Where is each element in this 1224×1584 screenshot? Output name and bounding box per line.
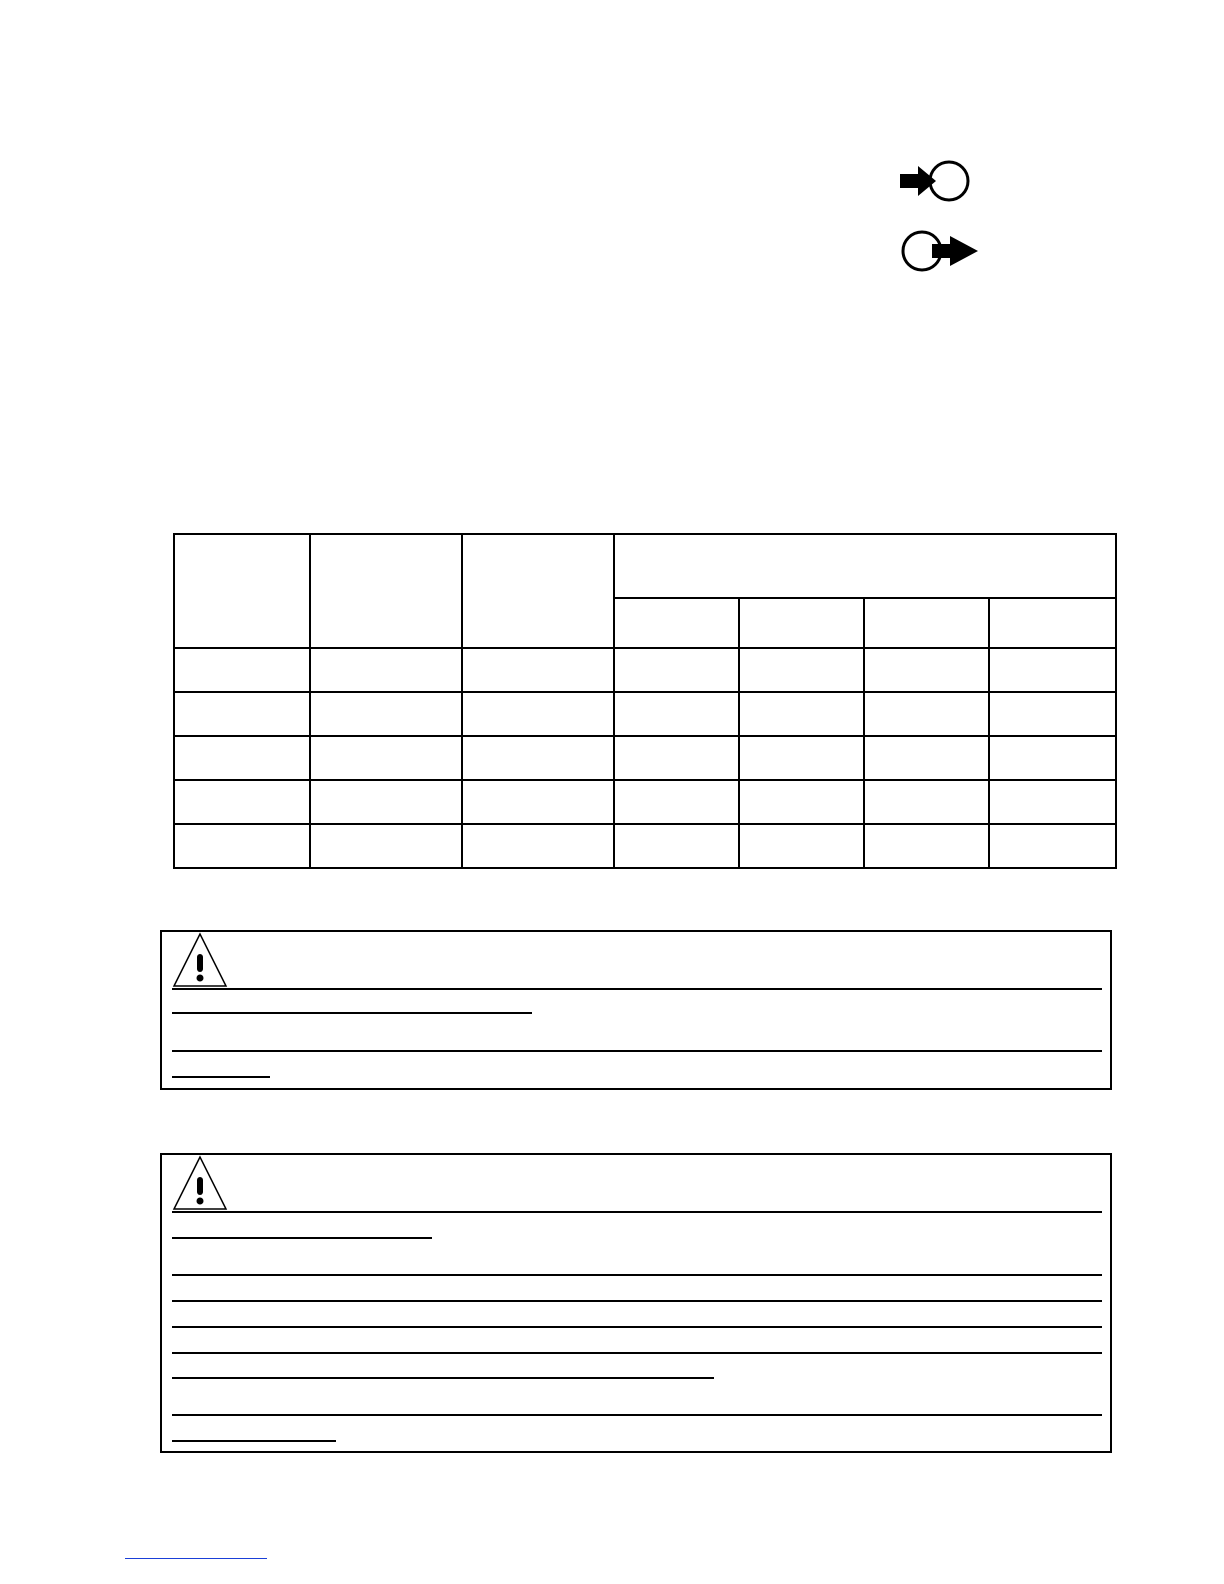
table-cell bbox=[739, 824, 864, 868]
table-header-cell bbox=[310, 534, 462, 648]
table-cell bbox=[614, 736, 739, 780]
table-cell bbox=[614, 648, 739, 692]
table-cell bbox=[310, 692, 462, 736]
text-line bbox=[172, 988, 1102, 990]
table-cell bbox=[864, 824, 989, 868]
table-cell bbox=[739, 692, 864, 736]
text-line bbox=[172, 1237, 432, 1239]
table-cell bbox=[864, 780, 989, 824]
table-cell bbox=[739, 648, 864, 692]
table-cell bbox=[174, 824, 310, 868]
text-line bbox=[172, 1326, 1102, 1328]
table-cell bbox=[462, 648, 614, 692]
text-line bbox=[172, 1076, 270, 1078]
table-row bbox=[174, 780, 1116, 824]
text-line bbox=[172, 1012, 532, 1014]
table-cell bbox=[174, 780, 310, 824]
data-table bbox=[173, 533, 1117, 869]
table-cell bbox=[989, 736, 1116, 780]
table-cell bbox=[614, 692, 739, 736]
table-cell bbox=[739, 736, 864, 780]
table-header-cell bbox=[462, 534, 614, 648]
text-line bbox=[172, 1352, 1102, 1354]
table-merged-header-cell bbox=[614, 534, 1116, 598]
table-row bbox=[174, 648, 1116, 692]
table-header-cell bbox=[174, 534, 310, 648]
table-cell bbox=[174, 648, 310, 692]
table-cell bbox=[864, 648, 989, 692]
text-line bbox=[172, 1050, 1102, 1052]
table-cell bbox=[989, 824, 1116, 868]
text-line bbox=[172, 1440, 336, 1442]
table-cell bbox=[739, 780, 864, 824]
table-cell bbox=[174, 736, 310, 780]
arrow-out-of-circle-icon bbox=[898, 226, 982, 276]
table-cell bbox=[310, 648, 462, 692]
warning-box bbox=[160, 930, 1112, 1090]
table-subheader-cell bbox=[739, 598, 864, 648]
table-cell bbox=[864, 736, 989, 780]
text-line bbox=[172, 1377, 714, 1379]
table-cell bbox=[310, 824, 462, 868]
table-cell bbox=[614, 824, 739, 868]
warning-triangle-icon bbox=[172, 932, 228, 988]
table-cell bbox=[462, 780, 614, 824]
text-line bbox=[172, 1211, 1102, 1213]
table-cell bbox=[989, 692, 1116, 736]
table-subheader-cell bbox=[989, 598, 1116, 648]
footnote-separator bbox=[125, 1558, 267, 1559]
table-cell bbox=[174, 692, 310, 736]
text-line bbox=[172, 1414, 1102, 1416]
arrow-into-circle-icon bbox=[896, 156, 976, 206]
warning-triangle-icon bbox=[172, 1155, 228, 1211]
table-subheader-cell bbox=[614, 598, 739, 648]
table-row bbox=[174, 736, 1116, 780]
table-subheader-cell bbox=[864, 598, 989, 648]
text-line bbox=[172, 1300, 1102, 1302]
table-cell bbox=[989, 648, 1116, 692]
table-row bbox=[174, 824, 1116, 868]
table-cell bbox=[462, 824, 614, 868]
table-cell bbox=[864, 692, 989, 736]
table-cell bbox=[989, 780, 1116, 824]
table-row bbox=[174, 692, 1116, 736]
table-cell bbox=[462, 692, 614, 736]
warning-box bbox=[160, 1153, 1112, 1453]
table-cell bbox=[310, 780, 462, 824]
text-line bbox=[172, 1274, 1102, 1276]
table-cell bbox=[462, 736, 614, 780]
table-cell bbox=[310, 736, 462, 780]
table-cell bbox=[614, 780, 739, 824]
